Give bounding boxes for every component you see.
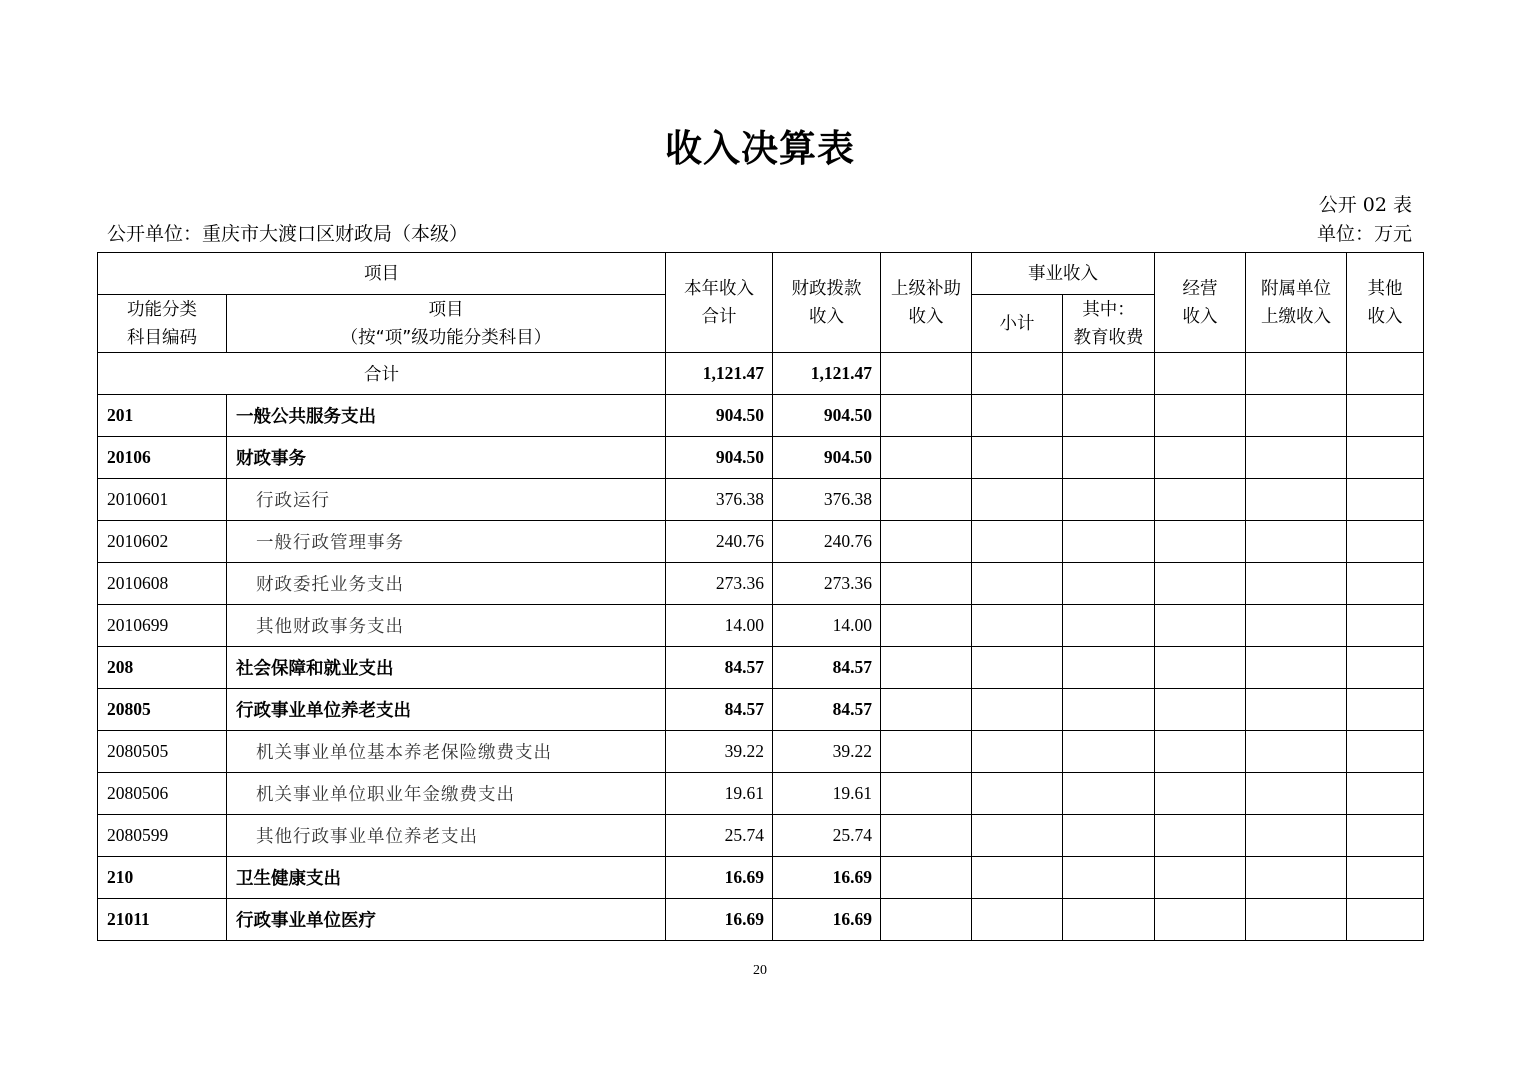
page-number: 20	[753, 963, 767, 978]
function-code: 2010602	[98, 521, 227, 563]
empty-cell	[972, 899, 1063, 941]
empty-cell	[1347, 815, 1424, 857]
empty-cell	[1063, 521, 1155, 563]
header-business-income: 事业收入	[972, 253, 1155, 295]
empty-cell	[1155, 815, 1246, 857]
page-title: 收入决算表	[665, 127, 855, 170]
table-row	[98, 731, 1424, 773]
item-name: 一般行政管理事务	[227, 521, 666, 563]
fiscal-appropriation: 240.76	[773, 521, 881, 563]
empty-cell	[1155, 731, 1246, 773]
empty-cell	[972, 479, 1063, 521]
header-annual-total: 本年收入 合计	[666, 253, 773, 353]
empty-cell	[1246, 815, 1347, 857]
item-name: 机关事业单位基本养老保险缴费支出	[227, 731, 666, 773]
empty-cell	[972, 563, 1063, 605]
annual-total: 904.50	[666, 437, 773, 479]
empty-cell	[1347, 521, 1424, 563]
empty-cell	[1155, 479, 1246, 521]
empty-cell	[972, 521, 1063, 563]
empty-cell	[881, 647, 972, 689]
empty-cell	[1246, 563, 1347, 605]
function-code: 2080599	[98, 815, 227, 857]
annual-total: 84.57	[666, 647, 773, 689]
function-code: 2010608	[98, 563, 227, 605]
item-name: 财政委托业务支出	[227, 563, 666, 605]
empty-cell	[1347, 899, 1424, 941]
empty-cell	[1347, 857, 1424, 899]
empty-cell	[1347, 605, 1424, 647]
empty-cell	[1246, 899, 1347, 941]
item-name: 其他财政事务支出	[227, 605, 666, 647]
annual-total: 84.57	[666, 689, 773, 731]
function-code: 20106	[98, 437, 227, 479]
annual-total: 14.00	[666, 605, 773, 647]
function-code: 2010699	[98, 605, 227, 647]
annual-total: 904.50	[666, 395, 773, 437]
header-fiscal-appropriation: 财政拨款 收入	[773, 253, 881, 353]
empty-cell	[1347, 563, 1424, 605]
empty-cell	[1246, 521, 1347, 563]
empty-cell	[1063, 815, 1155, 857]
table-row	[98, 437, 1424, 479]
item-name: 财政事务	[227, 437, 666, 479]
item-name: 机关事业单位职业年金缴费支出	[227, 773, 666, 815]
empty-cell	[1155, 857, 1246, 899]
empty-cell	[972, 815, 1063, 857]
annual-total: 240.76	[666, 521, 773, 563]
empty-cell	[1246, 395, 1347, 437]
empty-cell	[1063, 689, 1155, 731]
fiscal-appropriation: 39.22	[773, 731, 881, 773]
item-name: 行政事业单位养老支出	[227, 689, 666, 731]
item-name: 社会保障和就业支出	[227, 647, 666, 689]
function-code: 201	[98, 395, 227, 437]
header-other-income: 其他 收入	[1347, 253, 1424, 353]
annual-total: 39.22	[666, 731, 773, 773]
table-number: 公开 02 表	[1318, 194, 1412, 216]
annual-total: 273.36	[666, 563, 773, 605]
empty-cell	[972, 731, 1063, 773]
total-annual-total: 1,121.47	[666, 353, 773, 395]
empty-cell	[1155, 353, 1246, 395]
income-final-accounts-table	[97, 252, 1424, 941]
table-row	[98, 815, 1424, 857]
function-code: 21011	[98, 899, 227, 941]
empty-cell	[1347, 647, 1424, 689]
empty-cell	[881, 731, 972, 773]
empty-cell	[972, 437, 1063, 479]
annual-total: 16.69	[666, 857, 773, 899]
empty-cell	[1155, 773, 1246, 815]
fiscal-appropriation: 25.74	[773, 815, 881, 857]
empty-cell	[1155, 395, 1246, 437]
item-name: 行政运行	[227, 479, 666, 521]
empty-cell	[972, 647, 1063, 689]
fiscal-appropriation: 16.69	[773, 899, 881, 941]
header-operating-income: 经营 收入	[1155, 253, 1246, 353]
annual-total: 376.38	[666, 479, 773, 521]
empty-cell	[1155, 689, 1246, 731]
empty-cell	[1063, 857, 1155, 899]
header-function-code: 功能分类 科目编码	[98, 295, 227, 353]
table-row	[98, 773, 1424, 815]
empty-cell	[972, 689, 1063, 731]
empty-cell	[1347, 773, 1424, 815]
fiscal-appropriation: 904.50	[773, 437, 881, 479]
header-upper-subsidy: 上级补助 收入	[881, 253, 972, 353]
currency-unit: 单位：万元	[1316, 223, 1412, 245]
total-row	[98, 353, 1424, 395]
empty-cell	[1155, 521, 1246, 563]
function-code: 2080506	[98, 773, 227, 815]
empty-cell	[881, 773, 972, 815]
empty-cell	[1063, 899, 1155, 941]
empty-cell	[972, 857, 1063, 899]
total-fiscal: 1,121.47	[773, 353, 881, 395]
header-subtotal: 小计	[972, 295, 1063, 353]
empty-cell	[881, 395, 972, 437]
empty-cell	[1246, 647, 1347, 689]
empty-cell	[1246, 479, 1347, 521]
item-name: 其他行政事业单位养老支出	[227, 815, 666, 857]
table-row	[98, 689, 1424, 731]
empty-cell	[1063, 731, 1155, 773]
empty-cell	[1347, 731, 1424, 773]
fiscal-appropriation: 84.57	[773, 647, 881, 689]
total-label: 合计	[98, 353, 666, 395]
empty-cell	[881, 605, 972, 647]
annual-total: 16.69	[666, 899, 773, 941]
empty-cell	[1347, 479, 1424, 521]
empty-cell	[972, 773, 1063, 815]
annual-total: 25.74	[666, 815, 773, 857]
empty-cell	[1063, 563, 1155, 605]
fiscal-appropriation: 14.00	[773, 605, 881, 647]
header-affiliated-income: 附属单位 上缴收入	[1246, 253, 1347, 353]
empty-cell	[1063, 773, 1155, 815]
header-item: 项目	[98, 253, 666, 295]
empty-cell	[972, 395, 1063, 437]
empty-cell	[972, 353, 1063, 395]
empty-cell	[881, 353, 972, 395]
empty-cell	[1347, 353, 1424, 395]
empty-cell	[1246, 437, 1347, 479]
empty-cell	[881, 479, 972, 521]
empty-cell	[881, 689, 972, 731]
reporting-unit: 公开单位：重庆市大渡口区财政局（本级）	[107, 223, 469, 245]
function-code: 2010601	[98, 479, 227, 521]
empty-cell	[1155, 899, 1246, 941]
empty-cell	[1155, 437, 1246, 479]
function-code: 2080505	[98, 731, 227, 773]
table-row	[98, 605, 1424, 647]
annual-total: 19.61	[666, 773, 773, 815]
empty-cell	[1246, 605, 1347, 647]
table-row	[98, 521, 1424, 563]
empty-cell	[1063, 647, 1155, 689]
item-name: 一般公共服务支出	[227, 395, 666, 437]
function-code: 210	[98, 857, 227, 899]
empty-cell	[881, 437, 972, 479]
empty-cell	[881, 563, 972, 605]
fiscal-appropriation: 16.69	[773, 857, 881, 899]
fiscal-appropriation: 273.36	[773, 563, 881, 605]
table-row	[98, 479, 1424, 521]
empty-cell	[1347, 395, 1424, 437]
function-code: 20805	[98, 689, 227, 731]
empty-cell	[1155, 647, 1246, 689]
empty-cell	[1063, 395, 1155, 437]
empty-cell	[1155, 563, 1246, 605]
empty-cell	[1246, 773, 1347, 815]
table-row	[98, 563, 1424, 605]
header-item-name: 项目 （按“项”级功能分类科目）	[227, 295, 666, 353]
table-row	[98, 899, 1424, 941]
fiscal-appropriation: 376.38	[773, 479, 881, 521]
fiscal-appropriation: 904.50	[773, 395, 881, 437]
item-name: 行政事业单位医疗	[227, 899, 666, 941]
fiscal-appropriation: 19.61	[773, 773, 881, 815]
empty-cell	[1155, 605, 1246, 647]
function-code: 208	[98, 647, 227, 689]
table-row	[98, 647, 1424, 689]
empty-cell	[1063, 479, 1155, 521]
empty-cell	[1063, 353, 1155, 395]
empty-cell	[881, 857, 972, 899]
fiscal-appropriation: 84.57	[773, 689, 881, 731]
table-row	[98, 395, 1424, 437]
table-row	[98, 857, 1424, 899]
empty-cell	[881, 815, 972, 857]
empty-cell	[1246, 857, 1347, 899]
empty-cell	[881, 521, 972, 563]
empty-cell	[972, 605, 1063, 647]
empty-cell	[1246, 689, 1347, 731]
empty-cell	[1246, 353, 1347, 395]
empty-cell	[1246, 731, 1347, 773]
empty-cell	[881, 899, 972, 941]
header-education-fee: 其中： 教育收费	[1063, 295, 1155, 353]
item-name: 卫生健康支出	[227, 857, 666, 899]
empty-cell	[1347, 689, 1424, 731]
empty-cell	[1063, 437, 1155, 479]
empty-cell	[1347, 437, 1424, 479]
empty-cell	[1063, 605, 1155, 647]
